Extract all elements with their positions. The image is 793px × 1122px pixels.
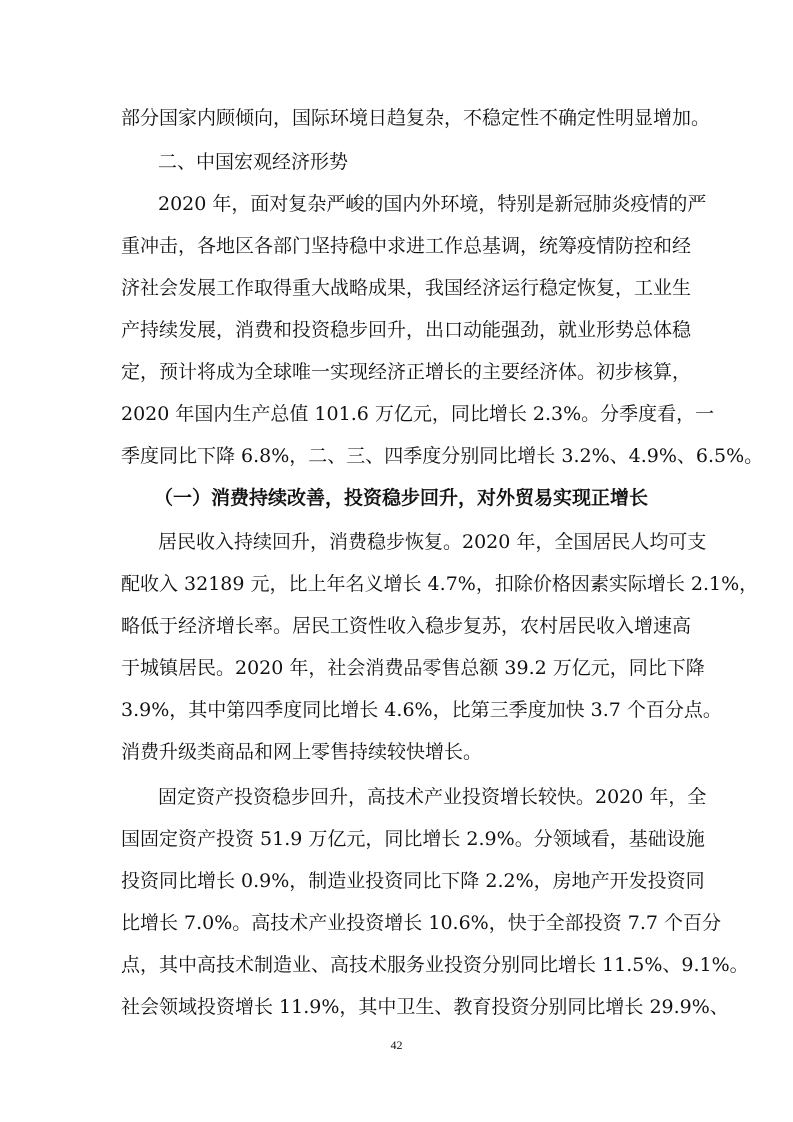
paragraph-line: 3.9%，其中第四季度同比增长 4.6%，比第三季度加快 3.7 个百分点。 [121, 699, 722, 721]
paragraph-line: 重冲击，各地区各部门坚持稳中求进工作总基调，统筹疫情防控和经 [121, 235, 692, 257]
paragraph-line: 2020 年国内生产总值 101.6 万亿元，同比增长 2.3%。分季度看，一 [121, 403, 715, 425]
paragraph-line: 比增长 7.0%。高技术产业投资增长 10.6%，快于全部投资 7.7 个百分 [121, 912, 722, 934]
paragraph-line: 投资同比增长 0.9%，制造业投资同比下降 2.2%，房地产开发投资同 [121, 870, 705, 892]
section-heading: 二、中国宏观经济形势 [158, 151, 349, 173]
paragraph-line: 居民收入持续回升，消费稳步恢复。2020 年，全国居民人均可支 [158, 531, 707, 553]
paragraph-line: 社会领域投资增长 11.9%，其中卫生、教育投资分别同比增长 29.9%、 [121, 996, 729, 1018]
paragraph-line: 略低于经济增长率。居民工资性收入稳步复苏，农村居民收入增速高 [121, 615, 692, 637]
paragraph-line: 定，预计将成为全球唯一实现经济正增长的主要经济体。初步核算， [121, 361, 692, 383]
paragraph-line: 国固定资产投资 51.9 万亿元，同比增长 2.9%。分领域看，基础设施 [121, 828, 705, 850]
paragraph-line: 产持续发展，消费和投资稳步回升，出口动能强劲，就业形势总体稳 [121, 319, 692, 341]
paragraph-line: 部分国家内顾倾向，国际环境日趋复杂，不稳定性不确定性明显增加。 [121, 107, 711, 129]
page-number: 42 [390, 1038, 403, 1052]
paragraph-line: 2020 年，面对复杂严峻的国内外环境，特别是新冠肺炎疫情的严 [158, 193, 707, 215]
paragraph-line: 配收入 32189 元，比上年名义增长 4.7%，扣除价格因素实际增长 2.1%， [121, 573, 759, 595]
paragraph-line: 点，其中高技术制造业、高技术服务业投资分别同比增长 11.5%、9.1%。 [121, 954, 749, 976]
paragraph-line: 济社会发展工作取得重大战略成果，我国经济运行稳定恢复，工业生 [121, 277, 692, 299]
paragraph-line: 于城镇居民。2020 年，社会消费品零售总额 39.2 万亿元，同比下降 [121, 657, 705, 679]
paragraph-line: 消费升级类商品和网上零售持续较快增长。 [121, 741, 483, 763]
subsection-heading: （一）消费持续改善，投资稳步回升，对外贸易实现正增长 [153, 487, 648, 509]
paragraph-line: 季度同比下降 6.8%，二、三、四季度分别同比增长 3.2%、4.9%、6.5%。 [121, 445, 764, 467]
paragraph-line: 固定资产投资稳步回升，高技术产业投资增长较快。2020 年，全 [158, 786, 707, 808]
